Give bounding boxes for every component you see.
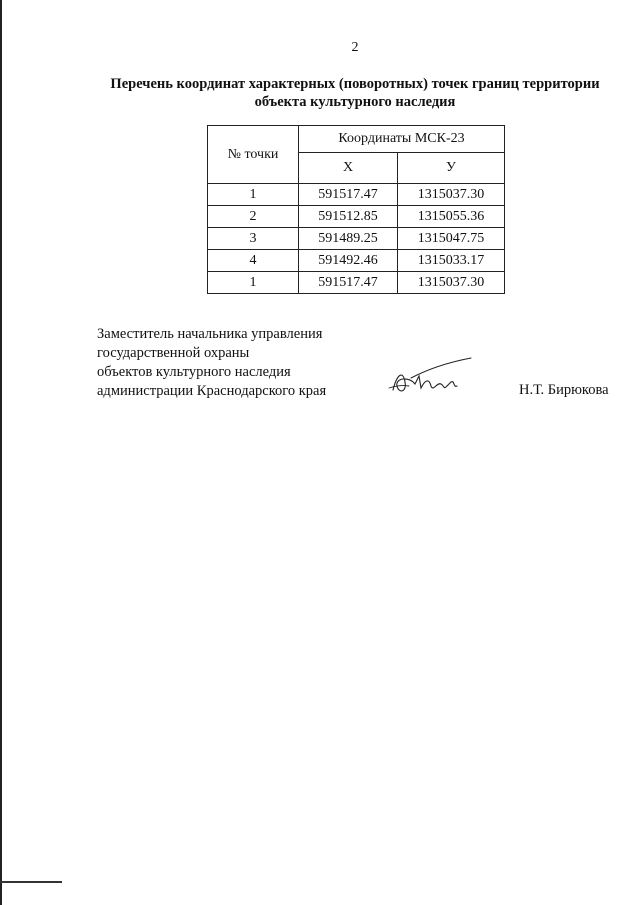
point-number-header: № точки — [208, 126, 299, 184]
signatory-line-3: объектов культурного наследия — [97, 364, 291, 380]
x-cell: 591517.47 — [299, 184, 398, 206]
page-number: 2 — [351, 40, 359, 55]
signer-name: Н.Т. Бирюкова — [519, 382, 609, 398]
x-cell: 591512.85 — [299, 206, 398, 228]
y-cell: 1315037.30 — [398, 184, 505, 206]
point-cell: 4 — [208, 250, 299, 272]
point-cell: 2 — [208, 206, 299, 228]
page-left-edge — [0, 0, 2, 905]
x-cell: 591492.46 — [299, 250, 398, 272]
coordinates-table — [207, 125, 505, 294]
point-cell: 3 — [208, 228, 299, 250]
document-title — [95, 75, 615, 111]
handwritten-signature — [385, 352, 480, 400]
y-cell: 1315055.36 — [398, 206, 505, 228]
y-cell: 1315033.17 — [398, 250, 505, 272]
page-bottom-mark — [0, 881, 62, 883]
x-header: Х — [299, 153, 398, 184]
point-cell: 1 — [208, 272, 299, 294]
x-cell: 591517.47 — [299, 272, 398, 294]
signatory-position — [97, 325, 397, 401]
table-row — [208, 272, 505, 294]
signatory-line-4: администрации Краснодарского края — [97, 383, 327, 399]
y-header: У — [398, 153, 505, 184]
point-cell: 1 — [208, 184, 299, 206]
y-cell: 1315047.75 — [398, 228, 505, 250]
table-row — [208, 228, 505, 250]
signatory-line-2: государственной охраны — [97, 345, 250, 361]
table-row — [208, 184, 505, 206]
y-cell: 1315037.30 — [398, 272, 505, 294]
table-row — [208, 250, 505, 272]
table-row — [208, 206, 505, 228]
document-title-line-2: объекта культурного наследия — [254, 94, 456, 110]
x-cell: 591489.25 — [299, 228, 398, 250]
signatory-line-1: Заместитель начальника управления — [97, 326, 323, 342]
coordinates-header: Координаты МСК-23 — [299, 126, 505, 153]
document-title-line-1: Перечень координат характерных (поворотных) точек границ территории — [110, 76, 600, 92]
